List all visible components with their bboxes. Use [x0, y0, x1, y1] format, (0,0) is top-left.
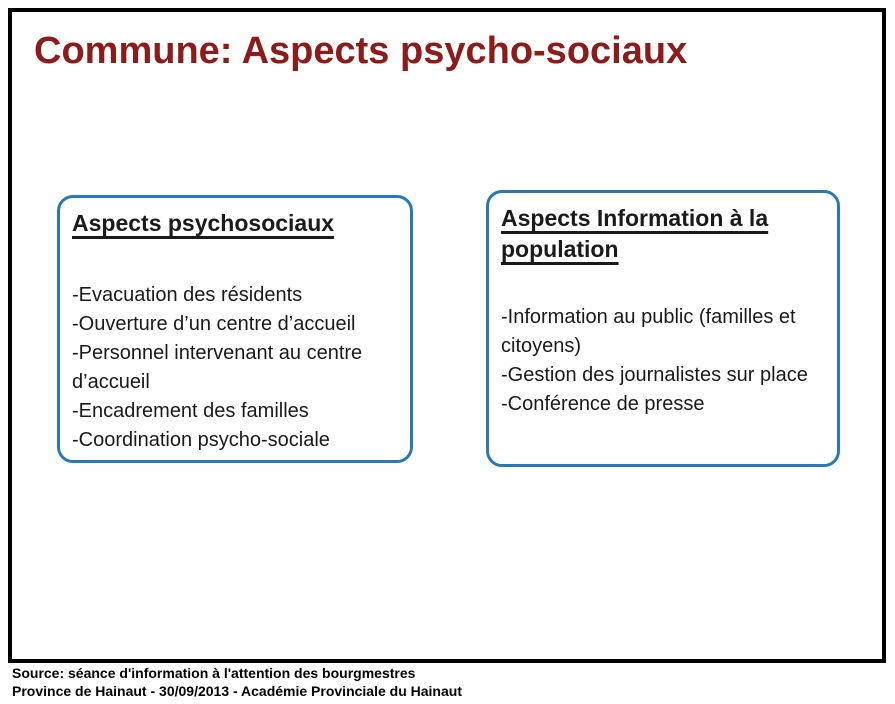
list-item: -Encadrement des familles — [72, 400, 309, 422]
source-footer — [12, 664, 872, 700]
box-list-psychosociaux — [72, 281, 396, 455]
list-item: -Information au public (familles et citoyens) — [501, 306, 796, 357]
list-item: -Personnel intervenant au centre d’accueil — [72, 342, 363, 393]
list-item: -Conférence de presse — [501, 393, 705, 415]
list-item: -Evacuation des résidents — [72, 284, 303, 306]
box-heading-psychosociaux: Aspects psychosociaux — [72, 210, 335, 236]
list-item: -Coordination psycho-sociale — [72, 429, 330, 451]
list-item: -Ouverture d’un centre d’accueil — [72, 313, 356, 335]
source-line-1: Source: séance d'information à l'attention des bourgmestres — [12, 665, 416, 681]
box-heading-information: Aspects Information à la population — [501, 205, 769, 262]
list-item: -Gestion des journalistes sur place — [501, 364, 808, 386]
box-information-population — [486, 190, 840, 467]
source-line-2: Province de Hainaut - 30/09/2013 - Académie Provinciale du Hainaut — [12, 683, 462, 699]
box-list-information — [501, 303, 823, 419]
slide-title: Commune: Aspects psycho-sociaux — [34, 30, 688, 72]
slide-canvas — [8, 8, 886, 663]
box-aspects-psychosociaux — [57, 195, 413, 463]
